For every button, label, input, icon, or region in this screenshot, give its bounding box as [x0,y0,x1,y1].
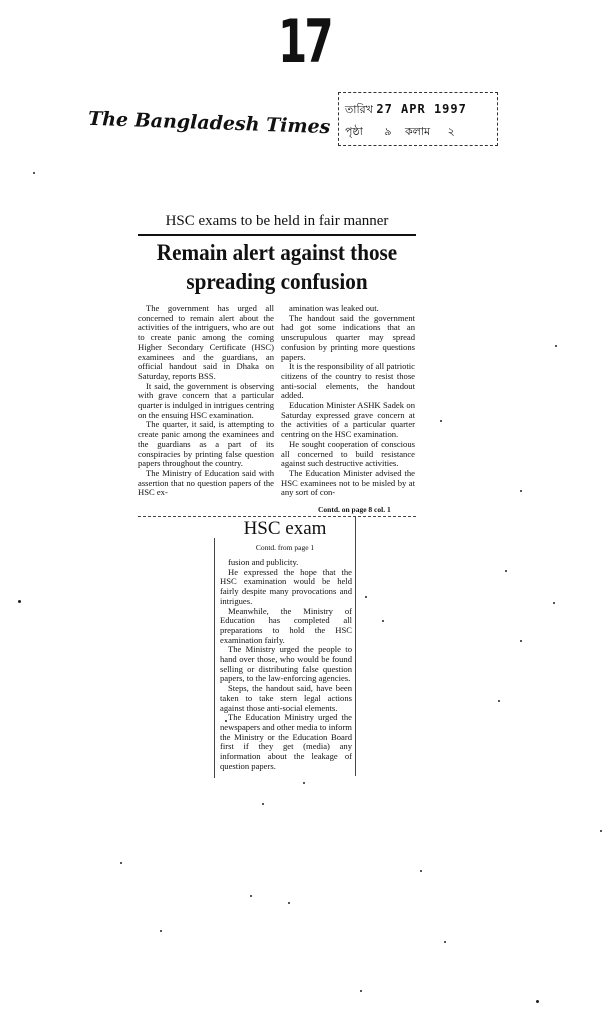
article-headline: Remain alert against those spreading confusion [156,240,398,294]
speck [536,1000,539,1003]
clipping-right-edge [355,516,356,776]
paragraph: The quarter, it said, is attempting to create panic among the examinees and the guardians as a part of its conspiracies by printing false question papers throughout the country. [138,419,274,469]
continuation-column [220,558,352,778]
paragraph: fusion and publicity. [228,558,299,567]
speck [520,640,522,642]
speck [303,782,305,784]
stamp-column-label: কলাম [404,125,431,138]
stamp-page-row [345,123,455,142]
paragraph: The Education Ministry urged the newspapers and other media to inform the Ministry or the Education Board first if they get (media) any information about the leakage of question papers. [220,712,352,771]
speck [382,620,384,622]
stamp-date-row [345,101,467,120]
stamp-column: ২ [447,125,455,138]
speck [498,700,500,702]
article-column-2 [281,304,415,500]
newspaper-masthead: The Bangladesh Times [87,107,331,139]
paragraph: The Education Minister advised the HSC examinees not to be misled by at any sort of con- [281,467,415,498]
speck [160,930,162,932]
paragraph: Steps, the handout said, have been taken to take stern legal actions against those anti-social elements. [220,683,352,713]
speck [250,895,252,897]
paragraph: amination was leaked out. [289,304,379,313]
speck [555,345,557,347]
date-stamp [338,92,498,146]
paragraph: Meanwhile, the Ministry of Education has completed all preparations to hold the HSC examination fairly. [220,605,352,645]
speck [420,870,422,872]
paragraph: It is the responsibility of all patriotic citizens of the country to resist those anti-social elements, the handout added. [281,361,415,401]
article-kicker: HSC exams to be held in fair manner [165,213,389,229]
speck [553,602,555,604]
stamp-date: 27 APR 1997 [376,102,467,116]
speck [444,941,446,943]
speck [18,600,21,603]
stamp-date-label: তারিখ [345,103,373,116]
article-clipping [138,210,416,518]
clipping-left-edge [214,538,215,778]
speck [600,830,602,832]
continuation-clipping [214,516,356,778]
continuation-title: HSC exam [243,518,327,539]
stamp-page-label: পৃষ্ঠা [345,125,363,138]
paragraph: He expressed the hope that the HSC examination would be held fairly despite many provocations and intrigues. [220,566,352,606]
paragraph: The government has urged all concerned to remain alert about the activities of the intriguers, who are out to create panic among the coming Higher Secondary Certificate (HSC) examinees and the guardians, an official handout said in Dhaka on Saturday, reports BSS. [138,304,274,381]
stamp-page: ৯ [384,125,392,138]
paragraph: The Ministry urged the people to hand over those, who would be found selling or distributing false question papers, to the law-enforcing agencies. [220,644,352,684]
speck [120,862,122,864]
speck [520,490,522,492]
speck [262,803,264,805]
kicker-rule [138,234,416,236]
paragraph: The handout said the government had got some indications that an unscrupulous quarter may spread confusion by printing more questions papers. [281,312,415,362]
handwritten-page-number: 17 [278,7,331,77]
paragraph: The Ministry of Education said with assertion that no question papers of the HSC ex- [138,467,274,498]
paragraph: He sought cooperation of conscious all concerned to build resistance against such destructive activities. [281,438,415,469]
continued-note: Contd. on page 8 col. 1 [318,505,391,514]
speck [505,570,507,572]
article-column-1 [138,304,274,514]
speck [288,902,290,904]
speck [225,720,227,722]
paragraph: It said, the government is observing with grave concern that a particular quarter is indulged in intrigues centring on the ensuing HSC examination. [138,380,274,420]
speck [365,596,367,598]
continued-from-note: Contd. from page 1 [255,543,315,552]
speck [33,172,35,174]
speck [440,420,442,422]
speck [360,990,362,992]
paragraph: Education Minister ASHK Sadek on Saturday expressed grave concern at the activities of a particular quarter centring on the HSC examination. [281,400,415,440]
